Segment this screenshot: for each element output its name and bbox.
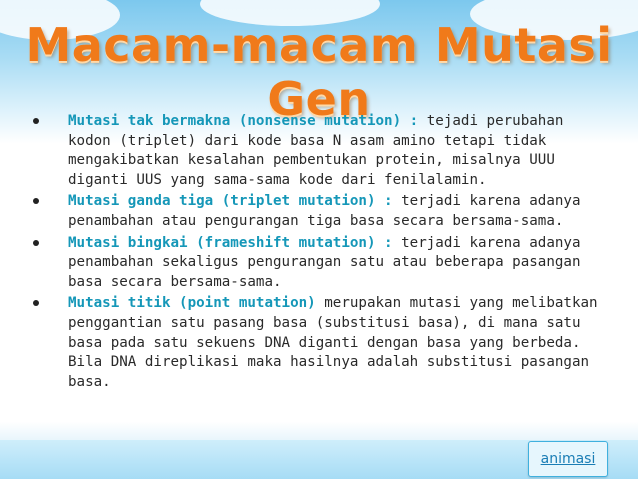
list-item	[30, 234, 610, 293]
animasi-button[interactable]: animasi	[528, 441, 608, 477]
item-term: Mutasi bingkai (frameshift mutation)	[68, 234, 376, 251]
item-separator: :	[375, 234, 402, 251]
list-item	[30, 192, 610, 231]
item-description: terjadi karena adanya penambahan sekaligus pengurangan satu atau beberapa pasangan basa secara bersama-sama.	[68, 234, 581, 290]
item-term: Mutasi tak bermakna (nonsense mutation)	[68, 113, 402, 129]
slide-title: Macam-macam Mutasi Gen	[25, 18, 613, 126]
bullet-icon	[33, 240, 39, 246]
bullet-icon	[33, 198, 39, 204]
mutation-list	[30, 112, 610, 394]
list-item	[30, 112, 610, 190]
item-description: terjadi karena adanya penambahan atau pengurangan tiga basa secara bersama-sama.	[68, 193, 581, 229]
list-item	[30, 294, 610, 392]
item-term: Mutasi ganda tiga (triplet mutation)	[68, 193, 376, 210]
item-description: merupakan mutasi yang melibatkan penggantian satu pasang basa (substitusi basa), di mana satu basa pada satu sekuens DNA diganti dengan basa yang berbeda. Bila DNA direplikasi maka hasilnya adalah substitusi pasangan basa.	[68, 295, 598, 390]
item-term: Mutasi titik (point mutation)	[68, 295, 316, 312]
bullet-icon	[33, 118, 39, 124]
item-description: tejadi perubahan kodon (triplet) dari kode basa N asam amino tetapi tidak mengakibatkan kesalahan pembentukan protein, misalnya UUU diganti UUS yang sama-sama kode dari fenilalamin.	[68, 113, 564, 188]
item-separator: :	[401, 113, 427, 129]
bullet-icon	[33, 300, 39, 306]
item-separator: :	[375, 193, 402, 210]
item-separator	[316, 295, 325, 311]
